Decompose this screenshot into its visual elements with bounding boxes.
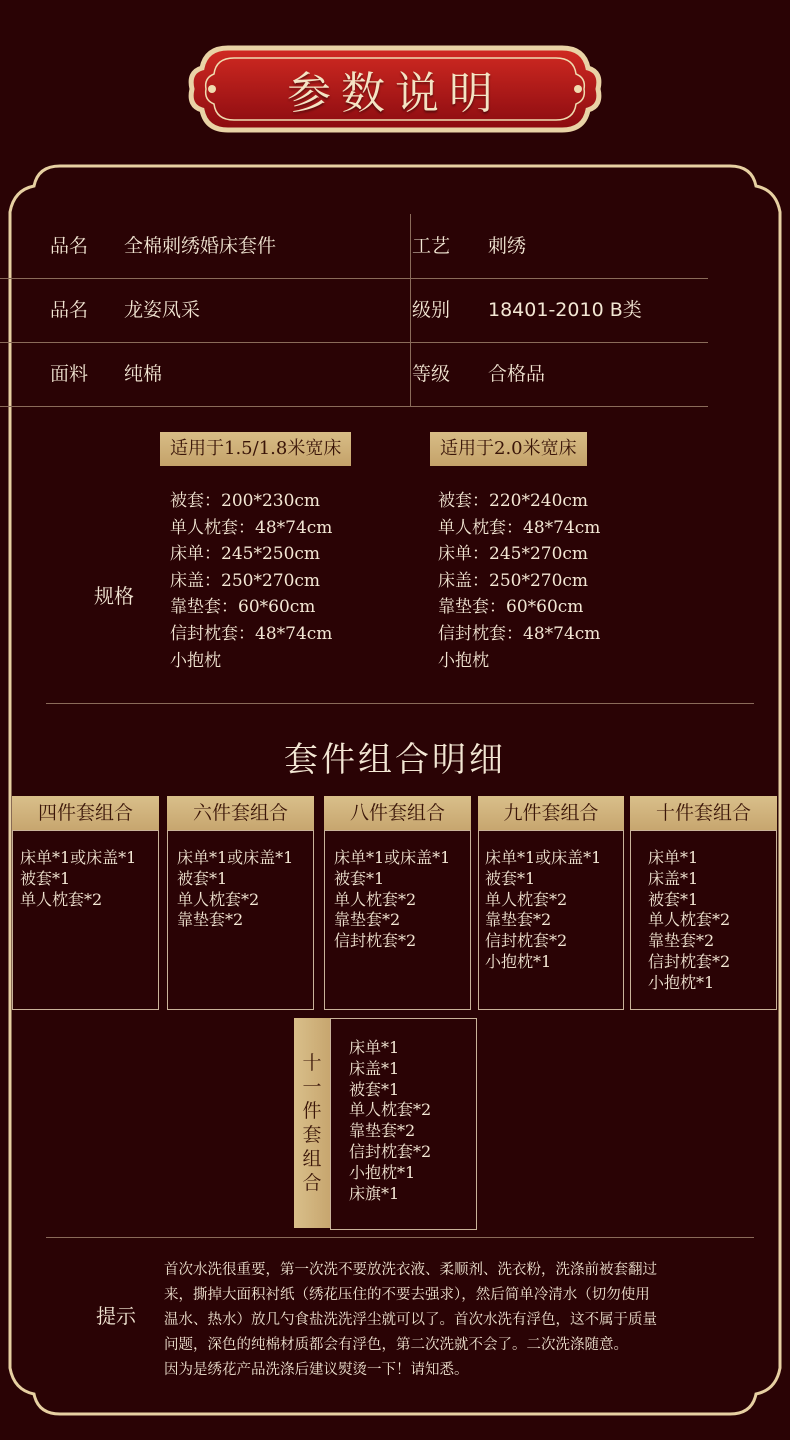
combo-items-10 <box>648 848 730 994</box>
spec-item: 信封枕套：48*74cm <box>438 623 601 644</box>
combo-item: 床单*1 <box>349 1038 400 1057</box>
combo-item: 被套*1 <box>177 868 228 888</box>
param-value: 龙姿凤采 <box>124 299 201 321</box>
vertical-char: 一 <box>302 1076 322 1098</box>
param-value: 合格品 <box>488 363 546 385</box>
combo-head-8: 八件套组合 <box>324 796 471 830</box>
header-banner <box>188 40 602 138</box>
combo-items-4 <box>20 848 136 910</box>
combo-item: 单人枕套*2 <box>349 1100 432 1120</box>
combo-item: 靠垫套*2 <box>334 910 401 930</box>
spec-item: 靠垫套：60*60cm <box>170 597 316 618</box>
vertical-char: 套 <box>302 1124 322 1146</box>
combo-item: 被套*1 <box>485 868 536 888</box>
param-row-3 <box>0 342 708 407</box>
combo-item: 床旗*1 <box>349 1183 400 1203</box>
spec-tag-large-bed: 适用于2.0米宽床 <box>430 432 587 466</box>
param-label: 等级 <box>412 363 451 385</box>
section-divider <box>46 703 754 704</box>
tip-line: 因为是绣花产品洗涤后建议熨烫一下！请知悉。 <box>164 1362 469 1378</box>
param-value: 全棉刺绣婚床套件 <box>124 235 277 257</box>
combo-item: 被套*1 <box>349 1079 400 1099</box>
tip-line: 首次水洗很重要，第一次洗不要放洗衣液、柔顺剂、洗衣粉，洗涤前被套翻过 <box>164 1262 657 1278</box>
combo-item: 小抱枕*1 <box>349 1162 416 1182</box>
combo-items-8 <box>334 848 450 952</box>
combo-item: 信封枕套*2 <box>485 931 568 951</box>
combo-item: 床盖*1 <box>648 868 699 888</box>
vertical-char: 件 <box>302 1100 322 1122</box>
combo-item: 单人枕套*2 <box>177 889 260 909</box>
spec-list-small <box>170 488 332 674</box>
combo-item: 床单*1或床盖*1 <box>485 848 602 867</box>
tip-line: 温水、热水）放几勺食盐洗洗浮尘就可以了。首次水洗有浮色，这不属于质量 <box>164 1312 657 1328</box>
spec-label: 规格 <box>94 584 134 608</box>
tip-line: 来，撕掉大面积衬纸（绣花压住的不要去强求），然后简单冷清水（切勿使用 <box>164 1287 650 1303</box>
page-title: 参数说明 <box>287 68 503 119</box>
spec-item: 单人枕套：48*74cm <box>438 517 601 538</box>
spec-item: 被套：200*230cm <box>170 491 321 511</box>
combo-item: 小抱枕*1 <box>485 951 552 971</box>
spec-item: 床盖：250*270cm <box>438 570 589 591</box>
vertical-char: 组 <box>302 1148 322 1170</box>
param-row-2 <box>0 278 708 343</box>
combo-item: 靠垫套*2 <box>177 910 244 930</box>
param-value: 刺绣 <box>488 235 527 257</box>
spec-tag-small-bed: 适用于1.5/1.8米宽床 <box>160 432 351 466</box>
combo-head-4: 四件套组合 <box>12 796 159 830</box>
combo-item: 信封枕套*2 <box>334 931 417 951</box>
combo-items-11 <box>349 1038 431 1204</box>
combo-item: 单人枕套*2 <box>648 910 731 930</box>
param-label: 品名 <box>50 299 89 321</box>
combo-item: 被套*1 <box>20 868 71 888</box>
spec-item: 小抱枕 <box>170 650 221 671</box>
spec-item: 床盖：250*270cm <box>170 570 321 591</box>
combo-item: 信封枕套*2 <box>648 951 731 971</box>
spec-item: 小抱枕 <box>438 650 489 671</box>
tip-text <box>164 1258 744 1383</box>
spec-item: 信封枕套：48*74cm <box>170 623 333 644</box>
combo-head-10: 十件套组合 <box>630 796 777 830</box>
combo-item: 单人枕套*2 <box>334 889 417 909</box>
combo-item: 靠垫套*2 <box>648 931 715 951</box>
vertical-char: 合 <box>302 1172 322 1194</box>
combo-item: 床单*1 <box>648 848 699 867</box>
param-label: 面料 <box>50 363 89 385</box>
spec-item: 床单：245*270cm <box>438 544 589 565</box>
combo-item: 信封枕套*2 <box>349 1141 432 1161</box>
combo-item: 床盖*1 <box>349 1058 400 1078</box>
param-label: 品名 <box>50 235 89 257</box>
combo-item: 小抱枕*1 <box>648 972 715 992</box>
combo-item: 单人枕套*2 <box>20 889 103 909</box>
combo-items-6 <box>177 848 293 931</box>
tip-label: 提示 <box>96 1304 136 1328</box>
spec-item: 靠垫套：60*60cm <box>438 597 584 618</box>
param-label: 工艺 <box>412 235 451 257</box>
combo-item: 靠垫套*2 <box>485 910 552 930</box>
combo-items-9 <box>485 848 601 973</box>
spec-item: 被套：220*240cm <box>438 491 589 511</box>
combo-head-11-vertical <box>302 1051 321 1195</box>
spec-item: 单人枕套：48*74cm <box>170 517 333 538</box>
combo-item: 靠垫套*2 <box>349 1121 416 1141</box>
combo-head-9: 九件套组合 <box>478 796 624 830</box>
combo-item: 床单*1或床盖*1 <box>177 848 294 867</box>
combo-item: 被套*1 <box>648 889 699 909</box>
combo-item: 床单*1或床盖*1 <box>20 848 137 867</box>
combo-item: 被套*1 <box>334 868 385 888</box>
combo-head-11 <box>294 1018 330 1228</box>
table-divider <box>410 214 411 406</box>
combo-item: 床单*1或床盖*1 <box>334 848 451 867</box>
spec-item: 床单：245*250cm <box>170 544 321 565</box>
param-row-1 <box>0 214 708 279</box>
vertical-char: 十 <box>302 1052 322 1074</box>
combo-item: 单人枕套*2 <box>485 889 568 909</box>
tip-line: 问题，深色的纯棉材质都会有浮色，第二次洗就不会了。二次洗涤随意。 <box>164 1337 628 1353</box>
param-label: 级别 <box>412 299 451 321</box>
spec-list-large <box>438 488 600 674</box>
param-value: 18401-2010 B类 <box>488 299 642 321</box>
combo-section-title: 套件组合明细 <box>284 740 506 780</box>
section-divider <box>46 1237 754 1238</box>
param-value: 纯棉 <box>124 363 163 385</box>
combo-head-6: 六件套组合 <box>167 796 314 830</box>
